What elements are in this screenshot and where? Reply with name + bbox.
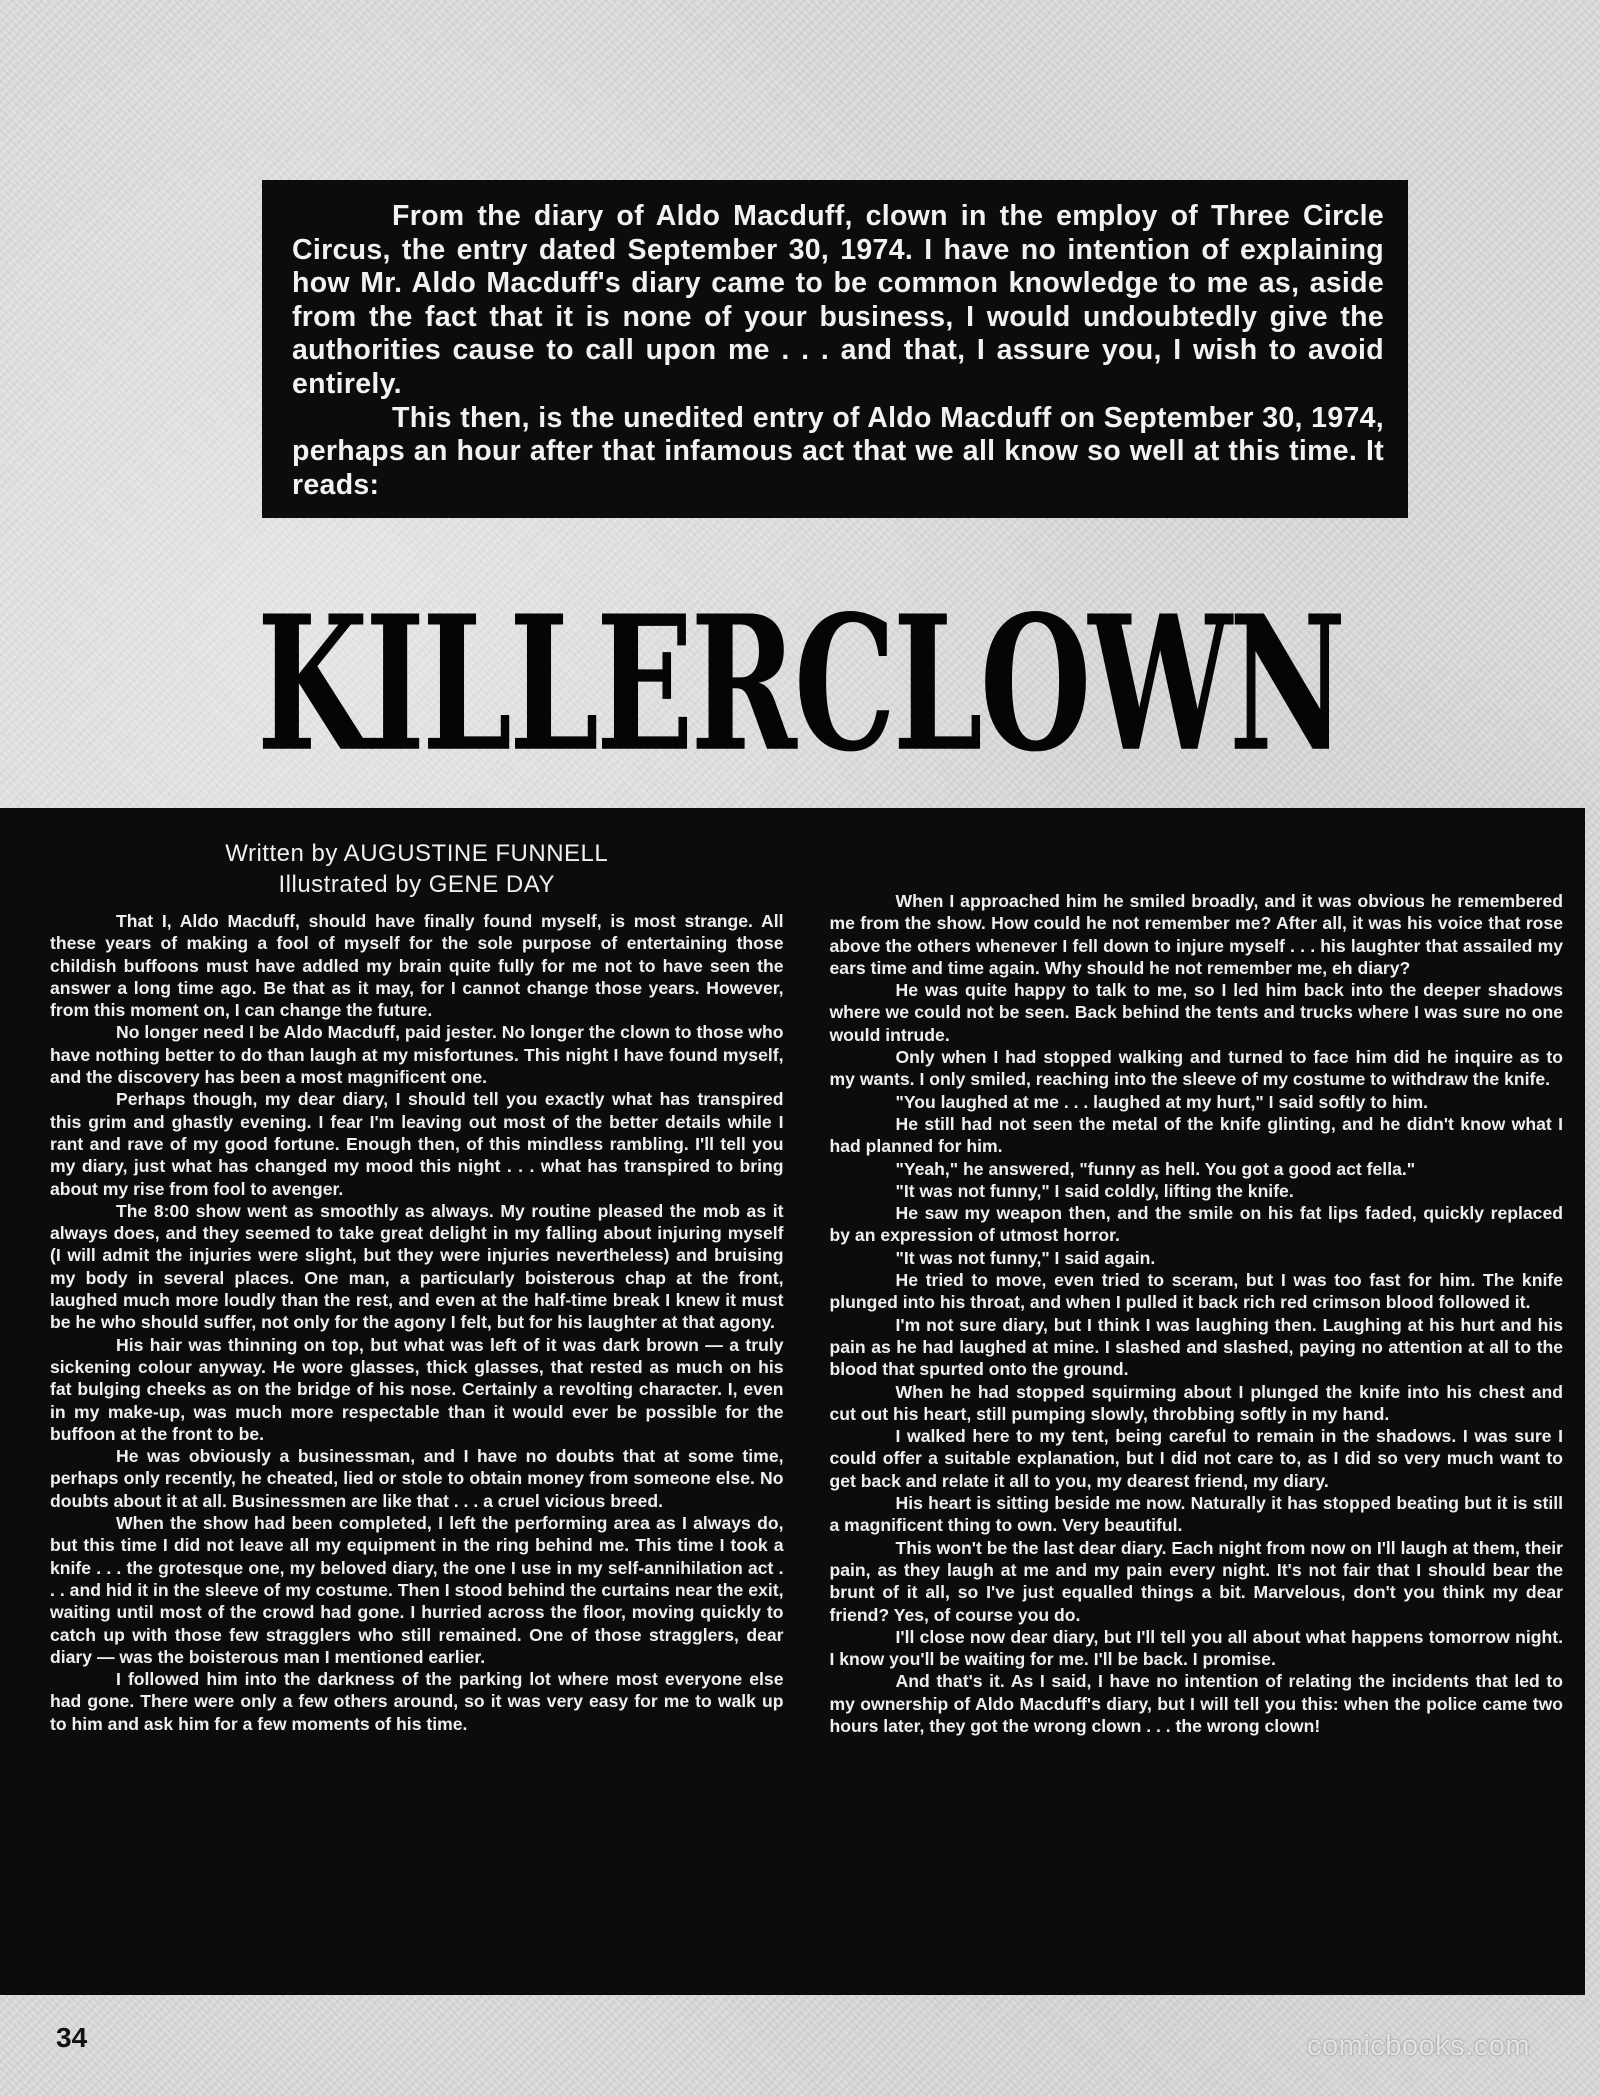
writer-credit: Written by AUGUSTINE FUNNELL [225, 840, 609, 867]
story-paragraph: His hair was thinning on top, but what was left of it was dark brown — a truly sickening colour anyway. He wore glasses, thick glasses, that rested as much on his fat bulging cheeks as on the bridge of his nose. Certainly a revolting character. I, even in my make-up, was much more respectable than it would ever be possible for the buffoon at the front to be. [50, 1334, 784, 1444]
intro-paragraph-1: From the diary of Aldo Macduff, clown in the employ of Three Circle Circus, the entry dated September 30, 1974. I have no intention of explaining how Mr. Aldo Macduff's diary came to be common knowledge to me as, aside from the fact that it is none of your business, I would undoubtedly give the authorities cause to call upon me . . . and that, I assure you, I wish to avoid entirely. [292, 200, 1384, 400]
watermark: comicbooks.com [1307, 2030, 1530, 2062]
story-title: KILLERCLOWN [256, 576, 1344, 794]
page-number: 34 [56, 2022, 88, 2053]
story-paragraph: Only when I had stopped walking and turned to face him did he inquire as to my wants. I only smiled, reaching into the sleeve of my costume to withdraw the knife. [829, 1047, 1563, 1090]
story-paragraph: I'm not sure diary, but I think I was laughing then. Laughing at his hurt and his pain as he had laughed at mine. I slashed and slashed, paying no attention at all to the blood that spurted onto the ground. [829, 1314, 1563, 1380]
story-paragraph: Perhaps though, my dear diary, I should tell you exactly what has transpired this grim and ghastly evening. I fear I'm leaving out most of the better details while I rant and rave of my good fortune. Enough then, of this mindless rambling. I'll tell you my diary, just what has changed my mood this night . . . what has transpired to bring about my rise from fool to avenger. [50, 1089, 784, 1199]
story-paragraph: He tried to move, even tried to sceram, but I was too fast for him. The knife plunged into his throat, and when I pulled it back rich red crimson blood followed it. [829, 1270, 1563, 1313]
story-paragraph: "It was not funny," I said again. [895, 1247, 1156, 1268]
story-paragraph: I walked here to my tent, being careful to remain in the shadows. I was sure I could offer a suitable explanation, but I did not care to, as I did so very much want to get back and relate it all to you, my dearest friend, my diary. [829, 1426, 1563, 1491]
story-paragraph: "Yeah," he answered, "funny as hell. You got a good act fella." [895, 1158, 1416, 1179]
intro-paragraph-2: This then, is the unedited entry of Aldo Macduff on September 30, 1974, perhaps an hour after that infamous act that we all know so well at this time. It reads: [292, 401, 1384, 501]
story-paragraph: He was quite happy to talk to me, so I led him back into the deeper shadows where we could not be seen. Back behind the tents and trucks where I was sure no one would intrude. [829, 980, 1563, 1045]
story-paragraph: He was obviously a businessman, and I have no doubts that at some time, perhaps only recently, he cheated, lied or stole to obtain money from someone else. No doubts about it at all. Businessmen are like that . . . a cruel vicious breed. [50, 1446, 784, 1511]
story-paragraph: I followed him into the darkness of the parking lot where most everyone else had gone. There were only a few others around, so it was very easy for me to walk up to him and ask him for a few moments of his time. [50, 1669, 784, 1734]
story-paragraph: "It was not funny," I said coldly, lifting the knife. [895, 1180, 1294, 1201]
illustrator-credit: Illustrated by GENE DAY [278, 871, 555, 898]
story-paragraph: I'll close now dear diary, but I'll tell you all about what happens tomorrow night. I know you'll be waiting for me. I'll be back. I promise. [829, 1626, 1563, 1670]
story-column-left [50, 838, 784, 1985]
story-paragraph: He still had not seen the metal of the knife glinting, and he didn't know what I had planned for him. [829, 1113, 1563, 1157]
story-paragraph: "You laughed at me . . . laughed at my hurt," I said softly to him. [895, 1091, 1429, 1112]
story-paragraph: When the show had been completed, I left the performing area as I always do, but this time I did not leave all my equipment in the ring behind me. This time I took a knife . . . the grotesque one, my beloved diary, the one I use in my self-annihilation act . . . and hid it in the sleeve of my costume. Then I stood behind the curtains near the exit, waiting until most of the crowd had gone. I hurried across the floor, moving quickly to catch up with those few stragglers who still remained. One of those stragglers, dear diary — was the boisterous man I mentioned earlier. [50, 1513, 784, 1667]
story-paragraph: The 8:00 show went as smoothly as always. My routine pleased the mob as it always does, and they seemed to take great delight in my falling about injuring myself (I will admit the injuries were slight, but they were injuries nevertheless) and bruising my body in several places. One man, a particularly boisterous chap at the front, laughed much more loudly than the rest, and even at the half-time break I knew it must be he who should suffer, not only for the agony I felt, but for his laughter at that agony. [50, 1200, 784, 1333]
story-paragraph: No longer need I be Aldo Macduff, paid jester. No longer the clown to those who have nothing better to do than laugh at my misfortunes. This night I have found myself, and the discovery has been a most magnificent one. [50, 1022, 784, 1088]
credits [50, 838, 784, 900]
story-paragraph: When I approached him he smiled broadly, and it was obvious he remembered me from the show. How could he not remember me? After all, it was his voice that rose above the others whenever I fell down to injure myself . . . his laughter that assailed my ears time and time again. Why should he not remember me, eh diary? [829, 891, 1563, 978]
story-paragraph: His heart is sitting beside me now. Naturally it has stopped beating but it is still a magnificent thing to own. Very beautiful. [829, 1493, 1563, 1536]
story-paragraph: This won't be the last dear diary. Each night from now on I'll laugh at them, their pain, as they laugh at me and my pain every night. It's not fair that I should bear the brunt of it all, so I've just equalled things a bit. Marvelous, don't you think my dear friend? Yes, of course you do. [829, 1537, 1563, 1625]
story-paragraph: That I, Aldo Macduff, should have finally found myself, is most strange. All these years of making a fool of myself for the sole purpose of entertaining those childish buffoons must have addled my brain quite fully for me not to have seen the answer a long time ago. Be that as it may, for I cannot change those years. However, from this moment on, I can change the future. [50, 911, 784, 1021]
story-box [0, 808, 1585, 1995]
story-paragraph: When he had stopped squirming about I plunged the knife into his chest and cut out his heart, still pumping slowly, throbbing softly in my hand. [829, 1381, 1563, 1424]
story-paragraph: He saw my weapon then, and the smile on his fat lips faded, quickly replaced by an expression of utmost horror. [829, 1203, 1563, 1246]
intro-box [262, 180, 1408, 518]
story-paragraph: And that's it. As I said, I have no intention of relating the incidents that led to my ownership of Aldo Macduff's diary, but I will tell you this: when the police came two hours later, they got the wrong clown . . . the wrong clown! [829, 1671, 1563, 1736]
story-column-right [830, 838, 1564, 1985]
